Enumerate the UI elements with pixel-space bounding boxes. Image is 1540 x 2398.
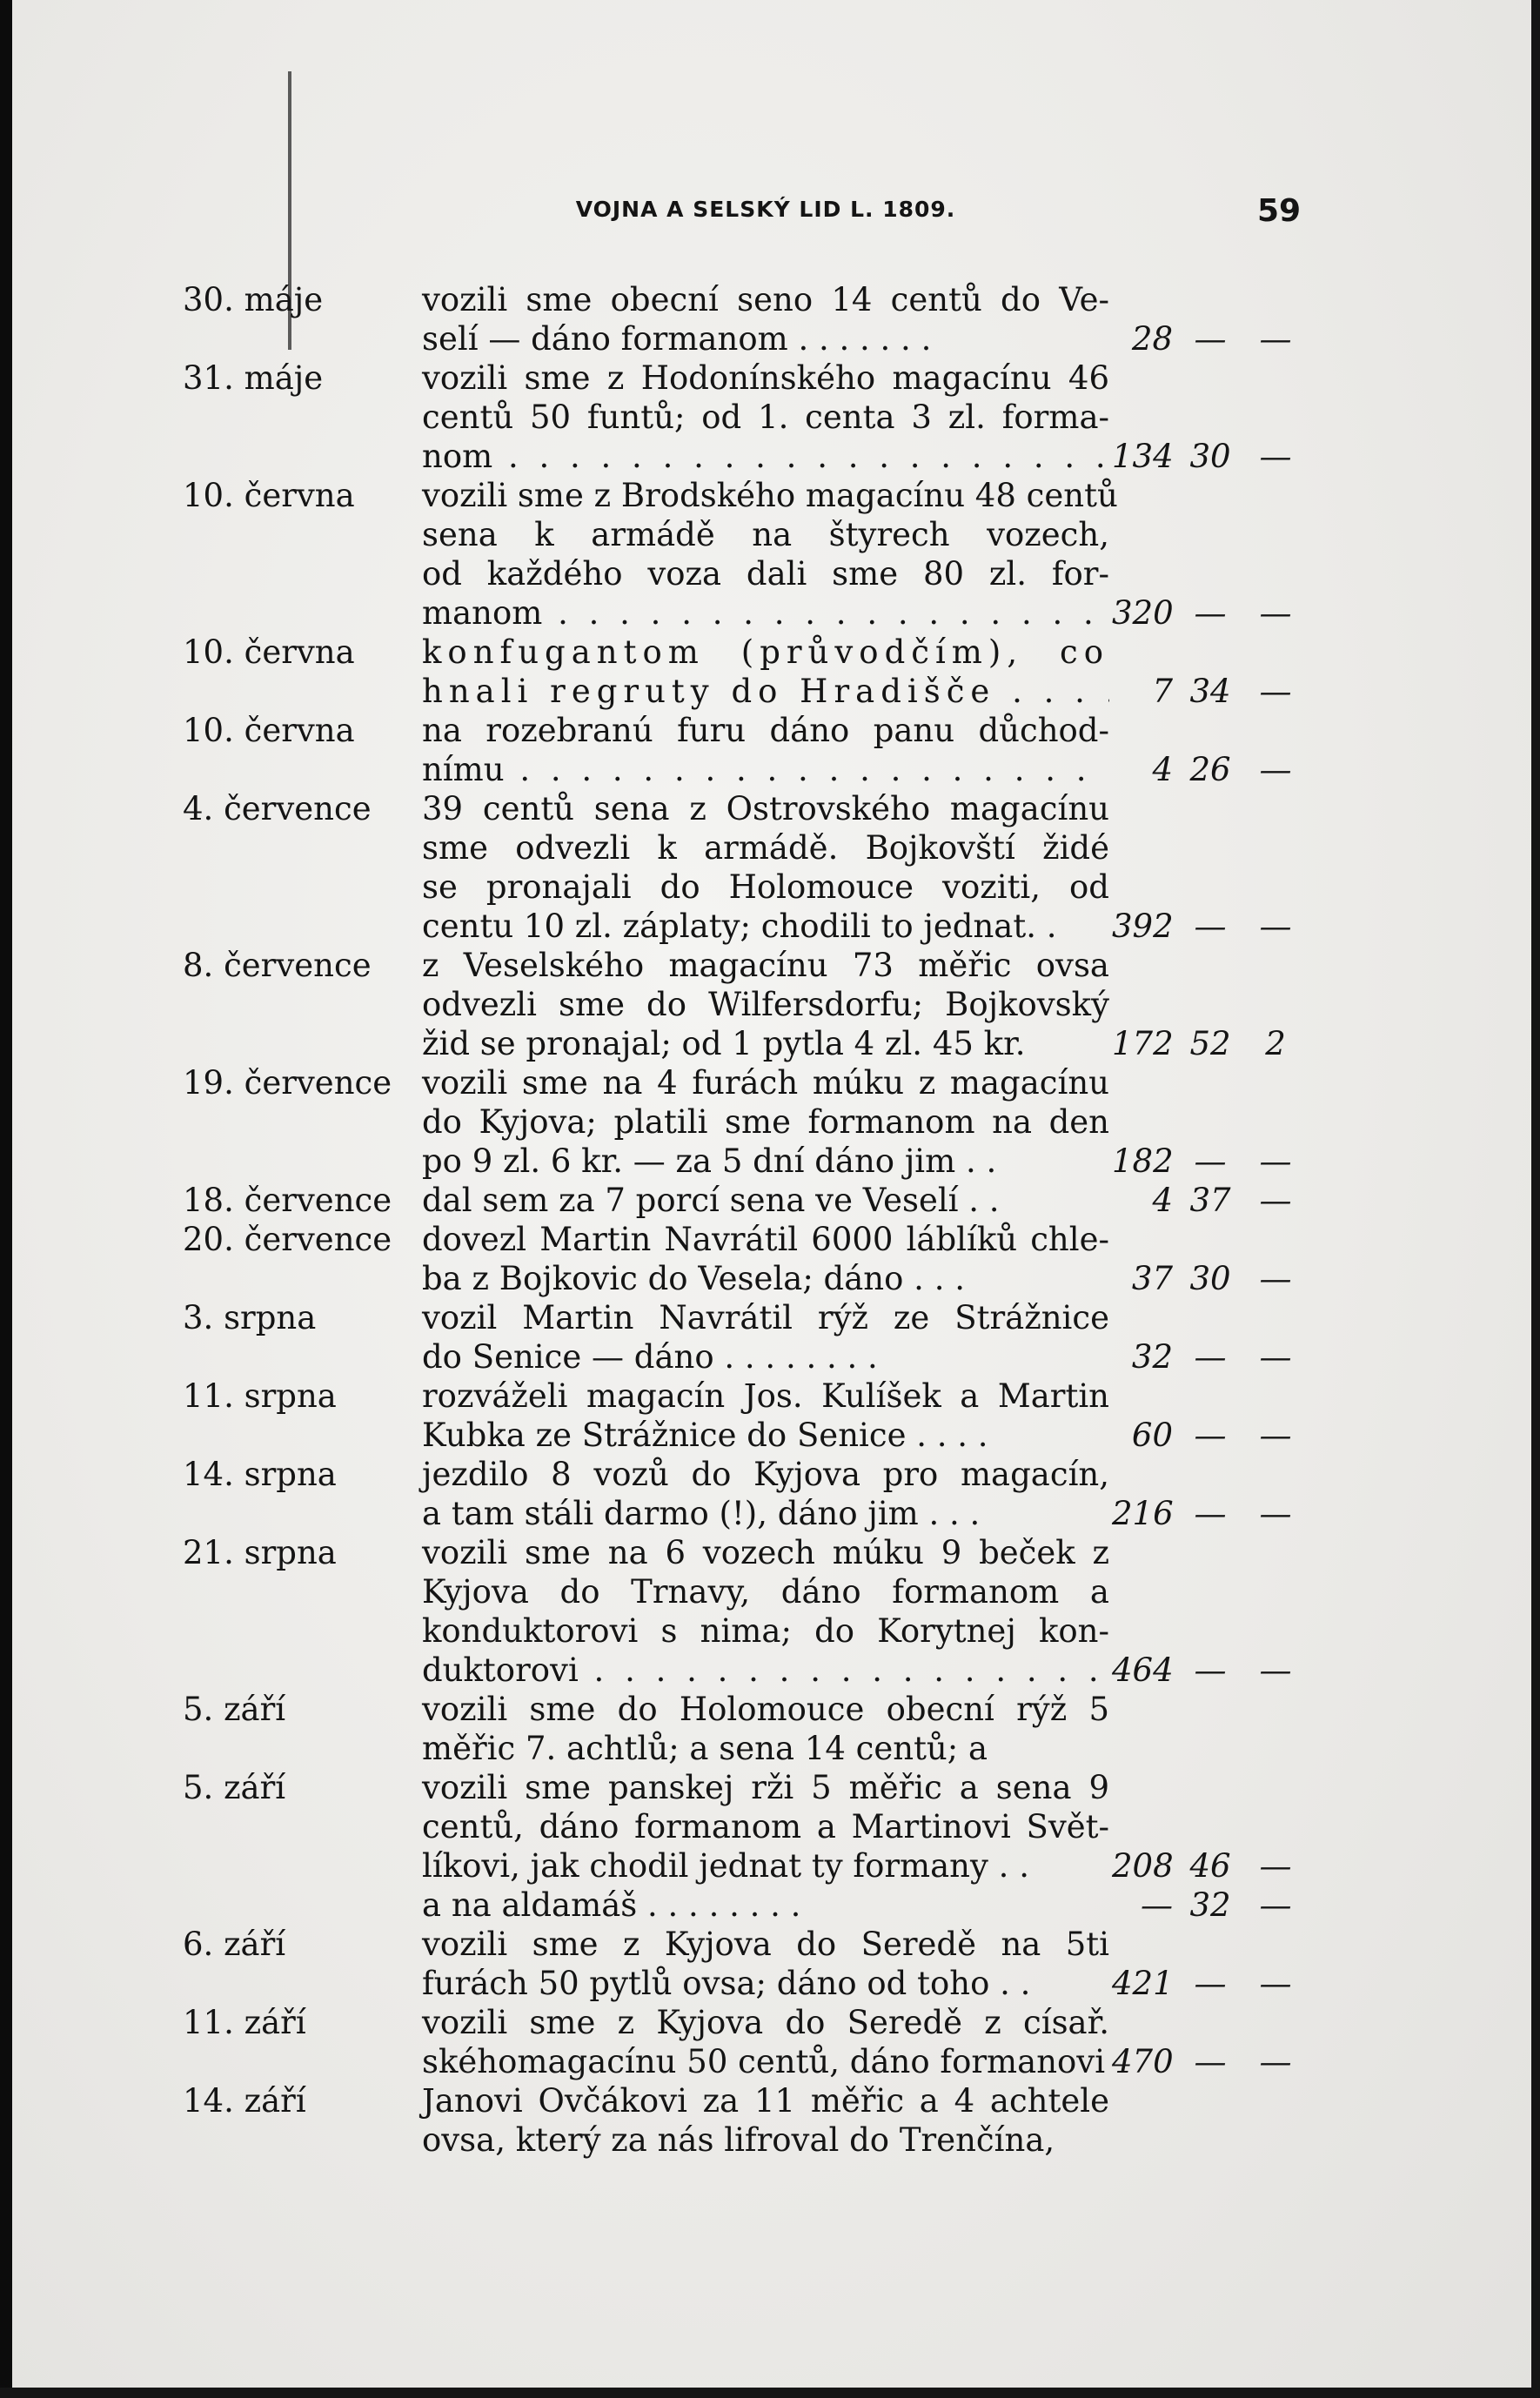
entry-date: 20. července: [183, 1221, 392, 1258]
entry-text: vozili sme obecní seno 14 centů do Ve-: [422, 281, 1109, 318]
entry-text: odvezli sme do Wilfersdorfu; Bojkovský: [422, 986, 1109, 1023]
entry-line: [0, 1572, 1540, 1611]
entry-text: furách 50 pytlů ovsa; dáno od toho . .: [422, 1965, 1031, 2002]
page-header: [0, 193, 1540, 237]
running-title: VOJNA A SELSKÝ LID L. 1809.: [575, 197, 956, 222]
entry-line: [0, 1886, 1540, 1925]
entry-text: po 9 zl. 6 kr. — za 5 dní dáno jim . .: [422, 1142, 997, 1180]
entry-line: [0, 1768, 1540, 1807]
ledger-entry: [0, 711, 1540, 789]
amount-zl: 392: [1112, 908, 1174, 945]
entry-text: duktorovi . . .: [422, 1651, 1109, 1690]
entry-date: 18. července: [183, 1182, 392, 1219]
entry-text: vozil Martin Navrátil rýž ze Strážnice: [422, 1299, 1109, 1336]
amount-zl: 182: [1112, 1142, 1174, 1180]
entry-date: 31. máje: [183, 359, 324, 397]
entry-text: vozili sme z Brodského magacínu 48 centů: [422, 477, 1118, 514]
entry-line: [0, 1455, 1540, 1494]
entry-text: centů, dáno formanom a Martinovi Svět-: [422, 1808, 1109, 1845]
amount-kr: —: [1194, 2043, 1227, 2080]
entry-text: rozváželi magacín Jos. Kulíšek a Martin: [422, 1377, 1109, 1415]
amount-zl: 421: [1112, 1965, 1174, 2002]
ledger-entry: [0, 1886, 1540, 1925]
entry-date: 10. června: [183, 712, 355, 749]
amount-kr: 30: [1189, 1260, 1231, 1297]
amount-kr: 37: [1189, 1182, 1231, 1219]
amount-kr: —: [1194, 1965, 1227, 2002]
ledger-entry: [0, 1768, 1540, 1886]
amount-den: —: [1259, 1965, 1292, 2002]
amount-kr: —: [1194, 1495, 1227, 1532]
entry-date: 10. června: [183, 477, 355, 514]
amount-den: —: [1259, 673, 1292, 710]
amount-kr: —: [1194, 594, 1227, 632]
entry-line: [0, 1533, 1540, 1572]
entry-date: 11. srpna: [183, 1377, 337, 1415]
entry-date: 10. června: [183, 633, 355, 671]
ledger-entries: [0, 280, 1540, 2160]
amount-den: —: [1259, 1651, 1292, 1689]
entry-line: [0, 554, 1540, 593]
entry-date: 21. srpna: [183, 1534, 337, 1571]
entry-line: [0, 476, 1540, 515]
entry-line: [0, 1964, 1540, 2003]
entry-line: [0, 1651, 1540, 1690]
entry-line: [0, 1611, 1540, 1651]
amount-den: —: [1259, 1182, 1292, 1219]
ledger-entry: [0, 946, 1540, 1063]
amount-kr: —: [1194, 1142, 1227, 1180]
amount-den: —: [1259, 320, 1292, 358]
entry-text: Kubka ze Strážnice do Senice . . . .: [422, 1417, 988, 1454]
entry-line: [0, 2120, 1540, 2160]
amount-kr: —: [1194, 1417, 1227, 1454]
entry-line: [0, 828, 1540, 867]
entry-text: žid se pronajal; od 1 pytla 4 zl. 45 kr.: [422, 1025, 1026, 1062]
amount-zl: 60: [1131, 1417, 1173, 1454]
entry-line: [0, 1024, 1540, 1063]
entry-line: [0, 1063, 1540, 1102]
ledger-entry: [0, 1377, 1540, 1455]
entry-text: a tam stáli darmo (!), dáno jim . . .: [422, 1495, 981, 1532]
entry-line: [0, 1220, 1540, 1259]
amount-zl: 470: [1112, 2043, 1174, 2080]
entry-line: [0, 2042, 1540, 2081]
amount-kr: —: [1194, 908, 1227, 945]
entry-line: [0, 1494, 1540, 1533]
entry-line: [0, 2003, 1540, 2042]
entry-line: [0, 789, 1540, 828]
entry-text: dal sem za 7 porcí sena ve Veselí . .: [422, 1182, 1000, 1219]
entry-line: [0, 1416, 1540, 1455]
ledger-entry: [0, 1181, 1540, 1220]
entry-text: do Senice — dáno . . . . . . . .: [422, 1338, 878, 1376]
ledger-entry: [0, 1298, 1540, 1377]
amount-den: —: [1259, 1495, 1292, 1532]
ledger-entry: [0, 476, 1540, 633]
ledger-entry: [0, 358, 1540, 476]
amount-zl: 464: [1112, 1651, 1174, 1689]
entry-line: [0, 1377, 1540, 1416]
amount-zl: 7: [1152, 673, 1173, 710]
amount-zl: 320: [1112, 594, 1174, 632]
entry-line: [0, 750, 1540, 789]
amount-kr: 52: [1189, 1025, 1231, 1062]
amount-den: —: [1259, 1417, 1292, 1454]
entry-date: 14. září: [183, 2082, 306, 2120]
scan-edge-bottom: [0, 2388, 1540, 2398]
ledger-entry: [0, 633, 1540, 711]
entry-date: 4. července: [183, 790, 372, 827]
entry-text: vozili sme z Hodonínského magacínu 46: [422, 359, 1109, 397]
entry-date: 11. září: [183, 2004, 306, 2041]
amount-den: 2: [1265, 1025, 1286, 1062]
amount-kr: 26: [1189, 751, 1231, 788]
entry-date: 5. září: [183, 1691, 286, 1728]
page-number: 59: [1256, 193, 1302, 229]
entry-text: od každého voza dali sme 80 zl. for-: [422, 555, 1109, 593]
amount-kr: —: [1194, 1651, 1227, 1689]
entry-line: [0, 1102, 1540, 1142]
amount-den: —: [1259, 438, 1292, 475]
entry-text: a na aldamáš . . . . . . . .: [422, 1886, 801, 1924]
entry-line: [0, 1846, 1540, 1886]
entry-date: 30. máje: [183, 281, 324, 318]
amount-zl: 216: [1112, 1495, 1174, 1532]
amount-zl: 28: [1131, 320, 1173, 358]
amount-kr: —: [1194, 320, 1227, 358]
entry-line: [0, 280, 1540, 319]
entry-text: vozili sme z Kyjova do Seredě z císař.: [422, 2004, 1109, 2041]
entry-line: [0, 1729, 1540, 1768]
entry-text: manom . . .: [422, 593, 1109, 633]
entry-line: [0, 515, 1540, 554]
entry-date: 6. září: [183, 1926, 286, 1963]
amount-zl: 4: [1152, 1182, 1173, 1219]
entry-text: nom . . .: [422, 437, 1109, 476]
amount-den: —: [1259, 1142, 1292, 1180]
amount-den: —: [1259, 751, 1292, 788]
entry-line: [0, 358, 1540, 398]
entry-text: hnali regruty do Hradišče . . . .: [422, 672, 1109, 711]
entry-text: dovezl Martin Navrátil 6000 láblíků chle-: [422, 1221, 1109, 1258]
amount-den: —: [1259, 1886, 1292, 1924]
entry-line: [0, 1259, 1540, 1298]
entry-date: 3. srpna: [183, 1299, 317, 1336]
ledger-entry: [0, 1533, 1540, 1690]
entry-text: Kyjova do Trnavy, dáno formanom a: [422, 1573, 1109, 1611]
entry-line: [0, 593, 1540, 633]
entry-text: konfugantom (průvodčím), co: [422, 633, 1109, 671]
entry-line: [0, 1925, 1540, 1964]
entry-text: ovsa, který za nás lifroval do Trenčína,: [422, 2121, 1055, 2159]
entry-date: 14. srpna: [183, 1456, 337, 1493]
entry-line: [0, 1298, 1540, 1337]
entry-line: [0, 398, 1540, 437]
amount-kr: 34: [1189, 673, 1231, 710]
entry-date: 5. září: [183, 1769, 286, 1806]
entry-text: sena k armádě na štyrech vozech,: [422, 516, 1109, 553]
entry-line: [0, 907, 1540, 946]
amount-kr: —: [1194, 1338, 1227, 1376]
entry-line: [0, 1337, 1540, 1377]
entry-text: nímu . . .: [422, 750, 1109, 789]
entry-text: líkovi, jak chodil jednat ty formany . .: [422, 1847, 1029, 1885]
entry-text: sme odvezli k armádě. Bojkovští židé: [422, 829, 1109, 867]
amount-den: —: [1259, 2043, 1292, 2080]
amount-zl: 4: [1152, 751, 1173, 788]
entry-text: se pronajali do Holomouce voziti, od: [422, 868, 1109, 906]
amount-den: —: [1259, 908, 1292, 945]
entry-line: [0, 985, 1540, 1024]
amount-zl: 208: [1112, 1847, 1174, 1885]
entry-line: [0, 1142, 1540, 1181]
ledger-entry: [0, 789, 1540, 946]
ledger-entry: [0, 280, 1540, 358]
entry-line: [0, 1181, 1540, 1220]
entry-line: [0, 319, 1540, 358]
amount-zl: 37: [1131, 1260, 1173, 1297]
entry-text: vozili sme panskej rži 5 měřic a sena 9: [422, 1769, 1109, 1806]
ledger-entry: [0, 1690, 1540, 1768]
entry-line: [0, 633, 1540, 672]
entry-text: centů 50 funtů; od 1. centa 3 zl. forma-: [422, 399, 1109, 436]
entry-line: [0, 2081, 1540, 2120]
entry-text: 39 centů sena z Ostrovského magacínu: [422, 790, 1109, 827]
ledger-entry: [0, 1925, 1540, 2003]
ledger-entry: [0, 1455, 1540, 1533]
entry-date: 19. července: [183, 1064, 392, 1102]
amount-zl: —: [1141, 1886, 1173, 1924]
entry-text: skéhomagacínu 50 centů, dáno formanovi: [422, 2043, 1106, 2080]
entry-text: vozili sme z Kyjova do Seredě na 5ti: [422, 1926, 1109, 1963]
entry-text: vozili sme na 6 vozech múku 9 beček z: [422, 1534, 1109, 1571]
amount-kr: 32: [1189, 1886, 1231, 1924]
entry-text: z Veselského magacínu 73 měřic ovsa: [422, 947, 1109, 984]
entry-text: konduktorovi s nima; do Korytnej kon-: [422, 1612, 1109, 1650]
entry-line: [0, 946, 1540, 985]
entry-line: [0, 1807, 1540, 1846]
entry-text: centu 10 zl. záplaty; chodili to jednat. .: [422, 908, 1057, 945]
entry-date: 8. července: [183, 947, 372, 984]
entry-text: vozili sme do Holomouce obecní rýž 5: [422, 1691, 1109, 1728]
entry-text: selí — dáno formanom . . . . . . .: [422, 320, 932, 358]
entry-text: jezdilo 8 vozů do Kyjova pro magacín,: [422, 1456, 1109, 1493]
entry-line: [0, 672, 1540, 711]
entry-text: Janovi Ovčákovi za 11 měřic a 4 achtele: [422, 2082, 1109, 2120]
amount-den: —: [1259, 1260, 1292, 1297]
amount-zl: 134: [1112, 438, 1174, 475]
entry-line: [0, 867, 1540, 907]
entry-line: [0, 711, 1540, 750]
amount-den: —: [1259, 594, 1292, 632]
amount-kr: 46: [1189, 1847, 1231, 1885]
amount-kr: 30: [1189, 438, 1231, 475]
amount-zl: 172: [1112, 1025, 1174, 1062]
entry-text: měřic 7. achtlů; a sena 14 centů; a: [422, 1730, 988, 1767]
entry-text: na rozebranú furu dáno panu důchod-: [422, 712, 1109, 749]
ledger-entry: [0, 1220, 1540, 1298]
amount-den: —: [1259, 1847, 1292, 1885]
ledger-entry: [0, 1063, 1540, 1181]
entry-text: vozili sme na 4 furách múku z magacínu: [422, 1064, 1109, 1102]
amount-zl: 32: [1131, 1338, 1173, 1376]
entry-text: do Kyjova; platili sme formanom na den: [422, 1103, 1109, 1141]
entry-line: [0, 1690, 1540, 1729]
ledger-entry: [0, 2003, 1540, 2081]
entry-line: [0, 437, 1540, 476]
ledger-entry: [0, 2081, 1540, 2160]
amount-den: —: [1259, 1338, 1292, 1376]
entry-text: ba z Bojkovic do Vesela; dáno . . .: [422, 1260, 965, 1297]
